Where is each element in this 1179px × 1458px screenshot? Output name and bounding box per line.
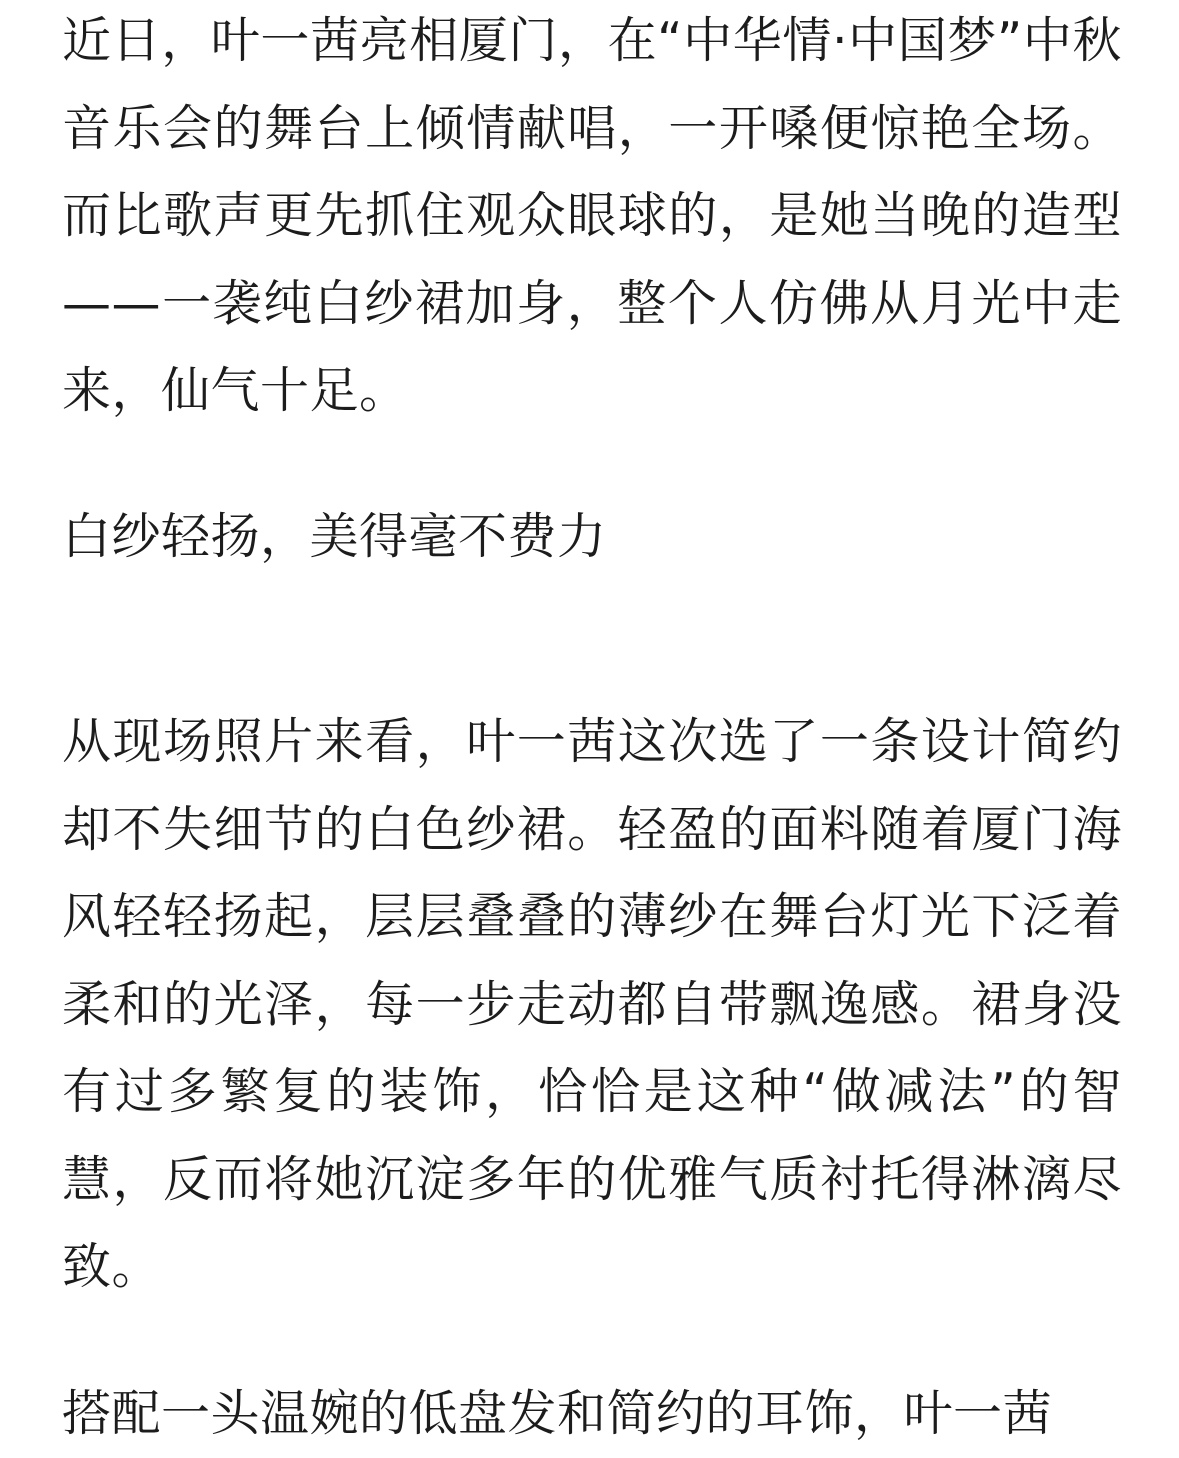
paragraph-intro: 近日，叶一茜亮相厦门，在“中华情·中国梦”中秋音乐会的舞台上倾情献唱，一开嗓便惊艳全场。而比歌声更先抓住观众眼球的，是她当晚的造型——一袭纯白纱裙加身，整个人仿佛从月光中走来，仙气十足。 (62, 12, 1122, 419)
paragraph-hairstyle: 搭配一头温婉的低盘发和简约的耳饰，叶一茜 (62, 1385, 1053, 1442)
paragraph-dress-description: 从现场照片来看，叶一茜这次选了一条设计简约却不失细节的白色纱裙。轻盈的面料随着厦门海风轻轻扬起，层层叠叠的薄纱在舞台灯光下泛着柔和的光泽，每一步走动都自带飘逸感。裙身没有过多繁复的装饰，恰恰是这种“做减法”的智慧，反而将她沉淀多年的优雅气质衬托得淋漓尽致。 (62, 713, 1122, 1295)
section-subheading: 白纱轻扬，美得毫不费力 (62, 508, 607, 565)
